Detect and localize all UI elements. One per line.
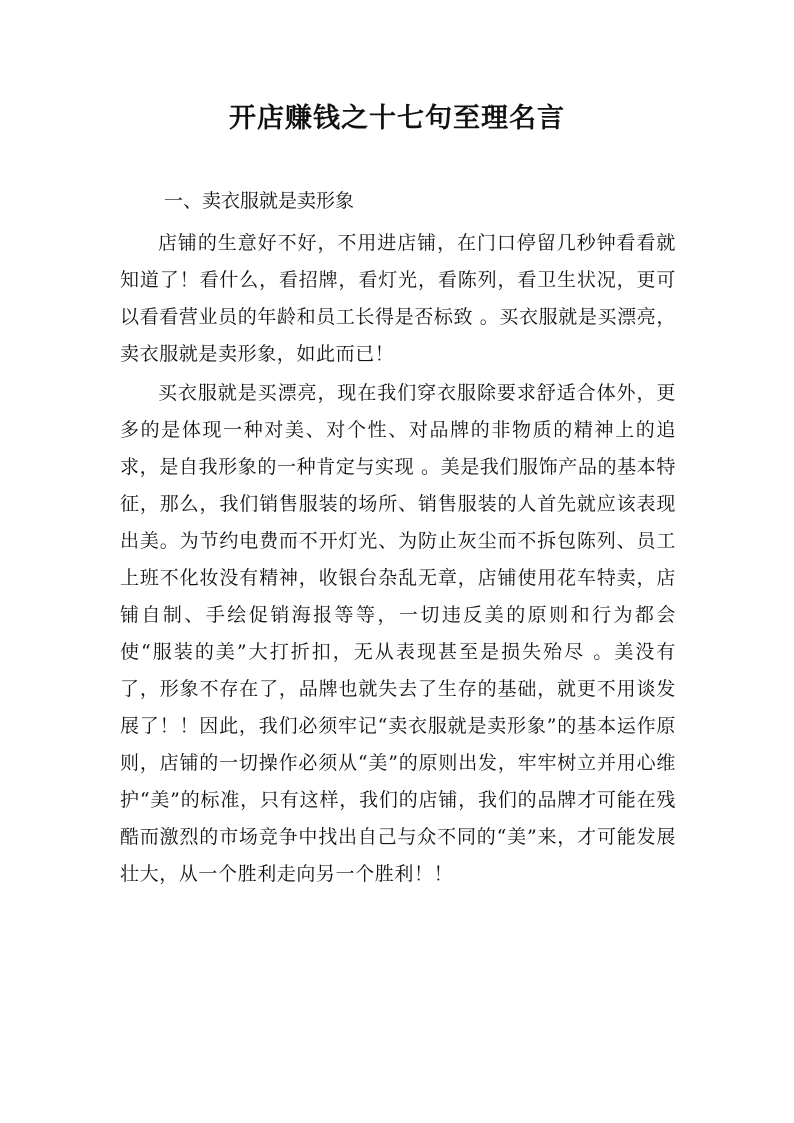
document-title: 开店赚钱之十七句至理名言 [229, 103, 565, 134]
section-heading: 一、卖衣服就是卖形象 [164, 190, 355, 212]
body-paragraph-1: 店铺的生意好不好，不用进店铺，在门口停留几秒钟看看就知道了！看什么，看招牌，看灯光，看陈列，看卫生状况，更可以看看营业员的年龄和员工长得是否标致 。买衣服就是买漂亮，卖衣服就是卖形象，如此而已！ [120, 232, 676, 365]
body-paragraph-2: 买衣服就是买漂亮，现在我们穿衣服除要求舒适合体外，更多的是体现一种对美、对个性、对品牌的非物质的精神上的追求，是自我形象的一种肯定与实现 。美是我们服饰产品的基本特征，那么，我们销售服装的场所、销售服装的人首先就应该表现出美。为节约电费而不开灯光、为防止灰尘而不拆包陈列、员工上班不化妆没有精神，收银台杂乱无章，店铺使用花车特卖，店铺自制、手绘促销海报等等，一切违反美的原则和行为都会使“服装的美”大打折扣，无从表现甚至是损失殆尽 。美没有了，形象不存在了，品牌也就失去了生存的基础，就更不用谈发展了！！因此，我们必须牢记“卖衣服就是卖形象”的基本运作原则，店铺的一切操作必须从“美”的原则出发，牢牢树立并用心维护“美”的标准，只有这样，我们的店铺，我们的品牌才可能在残酷而激烈的市场竞争中找出自己与众不同的“美”来，才可能发展壮大，从一个胜利走向另一个胜利！！ [120, 382, 676, 885]
document-body [120, 185, 676, 893]
